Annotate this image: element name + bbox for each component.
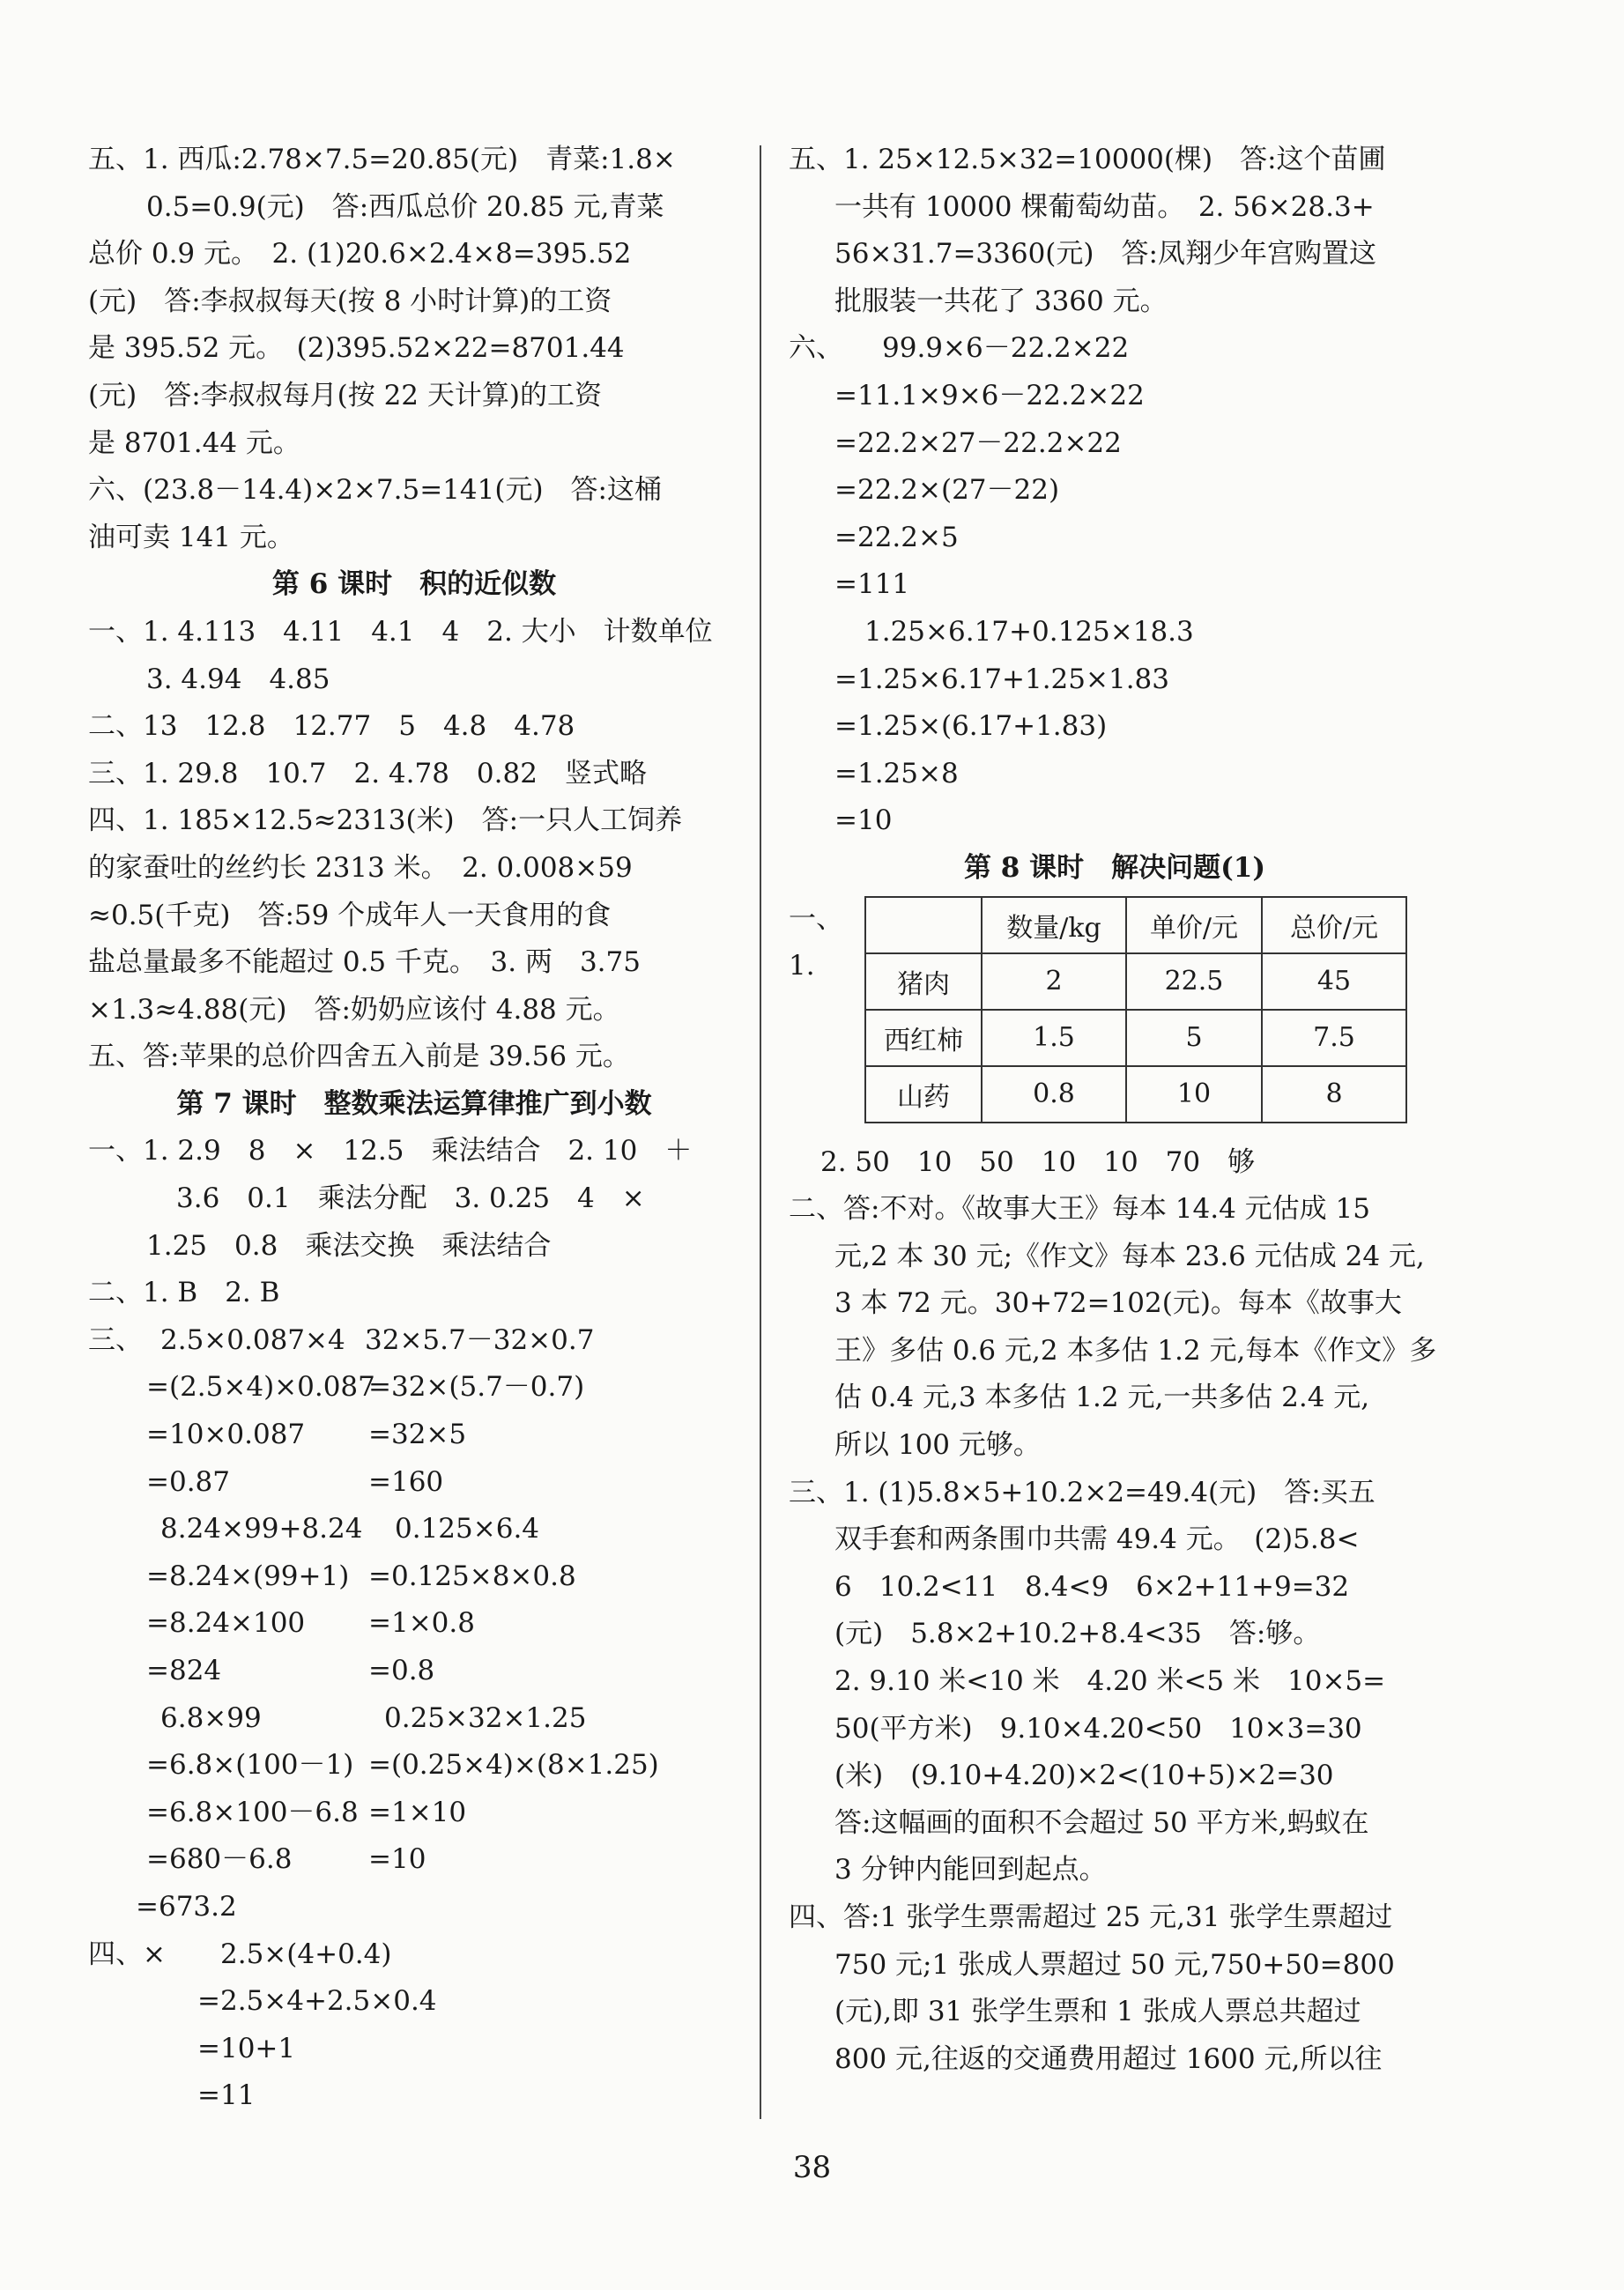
text-line: 3.6 0.1 乘法分配 3. 0.25 4 × [176,1182,645,1215]
text-line: 3 本 72 元。30+72=102(元)。每本《故事大 [834,1287,1402,1320]
section-heading-lesson-7: 第 7 课时 整数乘法运算律推广到小数 [176,1087,652,1120]
text-line: 总价 0.9 元。 2. (1)20.6×2.4×8=395.52 [88,238,632,271]
equation-row [789,325,1441,373]
equation-left: =6.8×(100－1) [146,1749,354,1782]
equation-row [88,1884,740,1931]
text-line: 二、13 12.8 12.77 5 4.8 4.78 [88,710,575,743]
equation-row [88,1459,740,1507]
table-cell: 10 [1126,1066,1262,1123]
equation-row [88,1790,740,1837]
question-marker: 六、 [789,332,843,365]
equation-line: =22.2×5 [834,521,959,553]
text-line: ×1.3≈4.88(元) 答:奶奶应该付 4.88 元。 [88,993,620,1026]
table-cell: 猪肉 [865,953,982,1010]
text-line: 三、1. (1)5.8×5+10.2×2=49.4(元) 答:买五 [789,1476,1376,1508]
equation-row [88,1742,740,1790]
table-cell: 22.5 [1126,953,1262,1010]
equation-line: =22.2×(27－22) [834,474,1060,507]
text-line: 估 0.4 元,3 本多估 1.2 元,一共多估 2.4 元, [834,1382,1370,1414]
equation-line: 2.5×(4+0.4) [220,1938,392,1970]
table-row [865,1010,1406,1066]
table-cell: 山药 [865,1066,982,1123]
equation-row [88,1317,740,1365]
text-line: (元) 答:李叔叔每天(按 8 小时计算)的工资 [88,285,612,317]
text-line: 6 10.2<11 8.4<9 6×2+11+9=32 [834,1570,1350,1603]
text-line: 800 元,往返的交通费用超过 1600 元,所以往 [834,2042,1383,2075]
text-line: 一共有 10000 棵葡萄幼苗。 2. 56×28.3+ [834,190,1375,223]
text-line: 六、(23.8－14.4)×2×7.5=141(元) 答:这桶 [88,474,662,507]
text-line: (元) 5.8×2+10.2+8.4<35 答:够。 [834,1618,1321,1650]
table-cell: 45 [1262,953,1406,1010]
text-line: 是 395.52 元。 (2)395.52×22=8701.44 [88,332,625,365]
text-line: 一、1. 2.9 8 × 12.5 乘法结合 2. 10 ＋ [88,1135,693,1167]
equation-left: =10×0.087 [146,1419,306,1451]
text-line: 1.25 0.8 乘法交换 乘法结合 [146,1229,552,1262]
table-header-row [865,897,1406,953]
text-line: 的家蚕吐的丝约长 2313 米。 2. 0.008×59 [88,851,633,884]
equation-left: 2.5×0.087×4 [160,1323,345,1356]
equation-right: 0.125×6.4 [395,1513,540,1545]
table-cell: 西红柿 [865,1010,982,1066]
section-heading-lesson-6: 第 6 课时 积的近似数 [271,568,557,601]
equation-line: 99.9×6－22.2×22 [882,332,1130,365]
text-line: 五、答:苹果的总价四舍五入前是 39.56 元。 [88,1041,630,1073]
text-line: 0.5=0.9(元) 答:西瓜总价 20.85 元,青菜 [146,190,664,223]
question-marker: 一、1. [789,902,843,982]
equation-line: =11 [197,2079,256,2112]
table-header-cell [865,897,982,953]
equation-line: =11.1×9×6－22.2×22 [834,379,1145,411]
text-line: 王》多估 0.6 元,2 本多估 1.2 元,每本《作文》多 [834,1334,1437,1367]
text-line: 所以 100 元够。 [834,1429,1041,1462]
price-table-block [789,896,1441,1139]
table-header-cell: 总价/元 [1262,897,1406,953]
text-line: 2. 50 10 50 10 10 70 够 [820,1145,1256,1178]
equation-row [88,1648,740,1695]
equation-row [88,1364,740,1412]
equation-right: 0.25×32×1.25 [384,1701,587,1734]
equation-line: =1.25×6.17+1.25×1.83 [834,663,1169,695]
section-heading-lesson-8: 第 8 课时 解决问题(1) [963,851,1266,884]
text-line: (米) (9.10+4.20)×2<(10+5)×2=30 [834,1760,1334,1792]
text-line: (元),即 31 张学生票和 1 张成人票总共超过 [834,1996,1361,2028]
equation-right: =32×5 [368,1419,467,1451]
equation-left: =824 [146,1655,222,1686]
text-line: 56×31.7=3360(元) 答:凤翔少年宫购置这 [834,238,1376,271]
equation-right: =0.8 [368,1655,435,1686]
table-header-cell: 单价/元 [1126,897,1262,953]
equation-line: 1.25×6.17+0.125×18.3 [864,615,1194,648]
equation-right: =1×0.8 [368,1607,475,1640]
table-cell: 7.5 [1262,1010,1406,1066]
equation-line: =111 [834,568,910,601]
equation-left: 8.24×99+8.24 [160,1513,363,1545]
text-line: 3. 4.94 4.85 [146,663,330,695]
table-cell: 2 [982,953,1126,1010]
equation-row [88,1506,740,1553]
table-cell: 8 [1262,1066,1406,1123]
question-marker: 三、 [88,1323,143,1356]
text-line: 3 分钟内能回到起点。 [834,1854,1107,1886]
text-line: 二、1. B 2. B [88,1277,280,1309]
text-line: 盐总量最多不能超过 0.5 千克。 3. 两 3.75 [88,946,641,979]
equation-line: =10 [834,804,893,837]
text-line: 四、答:1 张学生票需超过 25 元,31 张学生票超过 [789,1901,1393,1933]
text-line: 答:这幅画的面积不会超过 50 平方米,蚂蚁在 [834,1806,1369,1839]
equation-right: =(0.25×4)×(8×1.25) [368,1749,659,1782]
text-line: 750 元;1 张成人票超过 50 元,750+50=800 [834,1948,1395,1981]
page-number: 38 [792,2150,832,2185]
text-line: 三、1. 29.8 10.7 2. 4.78 0.82 竖式略 [88,757,647,789]
equation-row [88,1600,740,1648]
equation-left: =8.24×(99+1) [146,1560,350,1592]
text-line: 油可卖 141 元。 [88,521,294,553]
text-line: 50(平方米) 9.10×4.20<50 10×3=30 [834,1712,1362,1745]
text-line: 批服装一共花了 3360 元。 [834,285,1168,317]
equation-right: =0.125×8×0.8 [368,1560,576,1592]
column-divider [760,145,761,2119]
text-line: 五、1. 25×12.5×32=10000(棵) 答:这个苗圃 [789,144,1386,175]
equation-row [88,1412,740,1459]
equation-line: =22.2×27－22.2×22 [834,426,1122,459]
equation-line: =2.5×4+2.5×0.4 [197,1985,437,2018]
text-line: 2. 9.10 米<10 米 4.20 米<5 米 10×5= [834,1665,1386,1698]
table-cell: 5 [1126,1010,1262,1066]
equation-right: =32×(5.7－0.7) [368,1371,585,1404]
equation-right: 32×5.7－32×0.7 [365,1323,595,1356]
equation-row [88,1553,740,1601]
text-line: 一、1. 4.113 4.11 4.1 4 2. 大小 计数单位 [88,615,713,648]
equation-left: =6.8×100－6.8 [146,1796,359,1828]
text-line: (元) 答:李叔叔每月(按 22 天计算)的工资 [88,379,602,411]
equation-row [88,1695,740,1743]
table-header-cell: 数量/kg [982,897,1126,953]
table-cell: 0.8 [982,1066,1126,1123]
equation-left: =680－6.8 [146,1843,293,1876]
left-column [88,137,740,2120]
equation-right: =160 [368,1465,444,1498]
equation-line: =1.25×(6.17+1.83) [834,710,1108,743]
text-line: 五、1. 西瓜:2.78×7.5=20.85(元) 青菜:1.8× [88,144,676,175]
equation-row [88,1931,740,1979]
equation-line: =10+1 [197,2032,296,2064]
equation-right: =1×10 [368,1796,467,1828]
equation-line: =1.25×8 [834,757,959,789]
text-line: 四、1. 185×12.5≈2313(米) 答:一只人工饲养 [88,804,683,837]
text-line: 二、答:不对。《故事大王》每本 14.4 元估成 15 [789,1193,1370,1226]
text-line: 是 8701.44 元。 [88,426,300,459]
question-marker: 四、× [88,1938,166,1970]
table-cell: 1.5 [982,1010,1126,1066]
equation-row [88,1836,740,1884]
price-table [864,896,1407,1123]
text-line: ≈0.5(千克) 答:59 个成年人一天食用的食 [88,899,612,931]
table-row [865,953,1406,1010]
text-line: 双手套和两条围巾共需 49.4 元。 (2)5.8< [834,1523,1360,1556]
equation-left: =(2.5×4)×0.087 [146,1371,375,1404]
table-row [865,1066,1406,1123]
equation-left: =673.2 [136,1890,237,1923]
right-column [789,137,1441,2083]
equation-left: 6.8×99 [160,1701,262,1734]
equation-right: =10 [368,1843,426,1876]
equation-left: =8.24×100 [146,1607,306,1640]
equation-left: =0.87 [146,1465,230,1498]
text-line: 元,2 本 30 元;《作文》每本 23.6 元估成 24 元, [834,1240,1425,1272]
